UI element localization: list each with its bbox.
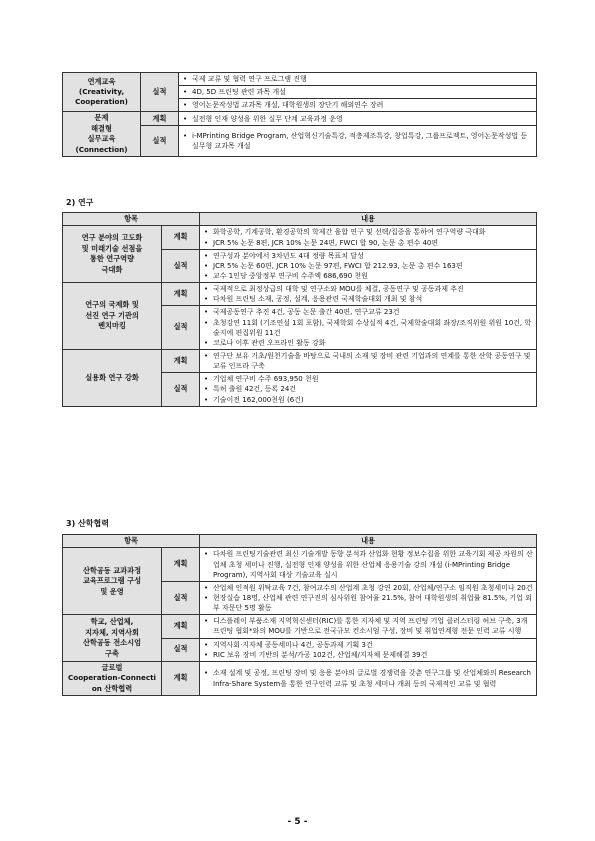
content-cell bbox=[200, 661, 537, 695]
category-cell: 연구 분야의 고도화 및 미래기술 선점을 통한 연구역량 극대화 bbox=[63, 226, 162, 283]
header-item: 항목 bbox=[63, 213, 200, 226]
content-cell bbox=[200, 581, 537, 614]
research-table bbox=[62, 212, 537, 407]
list-item: • 국제 교류 및 협력 연구 프로그램 진행 bbox=[182, 74, 533, 84]
content-cell bbox=[200, 226, 537, 249]
list-item: • i-MPrinting Bridge Program, 산업혁신기술특강, 적층제조특강, 창업특강, 그룹프로젝트, 영어논문작성법 등 실무형 교과목 개설 bbox=[182, 131, 533, 151]
table-header-row bbox=[63, 535, 537, 548]
plan-label: 계획 bbox=[162, 615, 200, 638]
content-cell bbox=[179, 86, 537, 99]
table-row bbox=[63, 226, 537, 249]
header-content: 내용 bbox=[200, 535, 537, 548]
list-item: • 국제적으로 최정상급의 대학 및 연구소와 MOU를 체결, 공동연구 및 공동과제 추진 bbox=[203, 284, 533, 294]
content-cell bbox=[200, 615, 537, 638]
header-content: 내용 bbox=[200, 213, 537, 226]
list-item: • 코로나 이후 관련 오프라인 활동 강화 bbox=[203, 338, 533, 348]
list-item: • 다차원 프린팅기술관련 최신 기술개발 동향 분석과 산업화 현황 정보수집을 위한 교육기회 제공 차원의 산업체 초청 세미나 진행, 실전형 인재 양성을 위한 산업체 응용기술 강의 개설 (i-MPrinting Bridge Program), 지역사회 대상 기술교육 실시 bbox=[203, 549, 533, 579]
list-item: • 기업체 연구비 수주 693,950 천원 bbox=[203, 374, 533, 384]
list-item: • 산업체 인적원 위탁교육 7건, 참여교수의 산업계 초청 강연 20회, 산업체/연구소 임직원 초청세미나 20건 bbox=[203, 583, 533, 593]
table-row bbox=[63, 73, 537, 86]
result-label: 실적 bbox=[162, 638, 200, 661]
list-item: • JCR 5% 논문 60편, JCR 10% 논문 97편, FWCI 합 212.93, 논문 총 편수 163편 bbox=[203, 261, 533, 271]
table-row bbox=[63, 661, 537, 695]
list-item: • 현장실습 18명, 산업체 관련 연구진의 심사위원 참여율 21.5%, 참여 대학원생의 취업률 81.5%, 기업 외부 자문단 5명 활동 bbox=[203, 593, 533, 613]
content-cell bbox=[200, 548, 537, 581]
header-item: 항목 bbox=[63, 535, 200, 548]
content-cell bbox=[200, 638, 537, 661]
content-cell bbox=[179, 112, 537, 126]
result-label: 실적 bbox=[162, 249, 200, 282]
table-row bbox=[63, 283, 537, 306]
table-row bbox=[63, 548, 537, 581]
result-label: 실적 bbox=[141, 126, 179, 157]
content-cell bbox=[179, 73, 537, 86]
result-label: 실적 bbox=[162, 306, 200, 350]
category-cell: 학교, 산업체, 지자체, 지역사회 산학공동 전소시엄 구축 bbox=[63, 615, 162, 662]
category-cell: 글로벌 Cooperation-Connecti on 산학협력 bbox=[63, 661, 162, 695]
list-item: • 지역사회·지자체 공동세미나 4건, 공동과제 기획 3건 bbox=[203, 640, 533, 650]
category-cell: 연계교육 (Creativity, Cooperation) bbox=[63, 73, 141, 112]
category-cell: 실용화 연구 강화 bbox=[63, 349, 162, 406]
list-item: • 특허 출원 42건, 등록 24건 bbox=[203, 384, 533, 394]
list-item: • 국제공동연구 추진 4건, 공동 논문 출간 40편, 연구교류 23건 bbox=[203, 307, 533, 317]
list-item: • 화학공학, 기계공학, 환경공학의 학제간 융합 연구 및 선택/집중을 통하여 연구역량 극대화 bbox=[203, 227, 533, 237]
plan-label: 계획 bbox=[162, 226, 200, 249]
content-cell bbox=[179, 126, 537, 157]
plan-label: 계획 bbox=[162, 349, 200, 372]
plan-label: 계획 bbox=[141, 112, 179, 126]
list-item: • 교수 1인당 중앙정부 연구비 수주액 686,690 천원 bbox=[203, 271, 533, 281]
result-label: 실적 bbox=[162, 373, 200, 406]
page-number: - 5 - bbox=[287, 817, 308, 827]
category-cell: 산학공동 교과과정 교육프로그램 구성 및 운영 bbox=[63, 548, 162, 615]
plan-label: 계획 bbox=[162, 283, 200, 306]
list-item: • 연구단 보유 기초/원천기술을 바탕으로 국내의 소재 및 장비 관련 기업과의 연계를 통한 산학 공동연구 및 교류 인프라 구축 bbox=[203, 351, 533, 371]
list-item: • 실전형 인재 양성을 위한 실무 단계 교육과정 운영 bbox=[182, 114, 533, 124]
plan-label: 계획 bbox=[162, 661, 200, 695]
list-item: • 연구성과 분야에서 3차년도 4대 정량 목표치 달성 bbox=[203, 251, 533, 261]
list-item: • 4D, 5D 프린팅 관련 과목 개설 bbox=[182, 87, 533, 97]
table-row bbox=[63, 112, 537, 126]
list-item: • 초청강연 11회 (기조연설 1회 포함), 국제학회 수상실적 4건, 국제학술대회 좌장/조직위원 위원 10건, 학술지에 편집위원 11건 bbox=[203, 318, 533, 338]
list-item: • 디스플레이 부품소재 지역혁신센터(RIC)를 통한 지자체 및 지역 프린팅 기업 클러스터링 허브 구축, 3개 프린팅 협회*와의 MOU를 기반으로 전국규모 컨소시엄 구성, 장비 및 취업연계형 전문 인력 교류 시행 bbox=[203, 616, 533, 636]
section-title-research: 2) 연구 bbox=[66, 198, 94, 207]
list-item: • 영어논문작성법 교과목 개설, 대학원생의 장단기 해외연수 장려 bbox=[182, 100, 533, 110]
list-item: • 소재 설계 및 공정, 프린팅 장비 및 응용 분야의 글로벌 경쟁력을 갖춘 연구그룹 및 산업체와의 Research Infra-Share System을 통한 연구인력 교류 및 초청 세미나 개최 등의 국제적인 교류 및 협력 bbox=[203, 668, 533, 688]
content-cell bbox=[200, 349, 537, 372]
content-cell bbox=[179, 99, 537, 112]
content-cell bbox=[200, 249, 537, 282]
content-cell bbox=[200, 283, 537, 306]
table-header-row bbox=[63, 213, 537, 226]
group-label: 실적 bbox=[141, 73, 179, 112]
list-item: • JCR 5% 논문 8편, JCR 10% 논문 24편, FWCI 합 90, 논문 총 편수 40편 bbox=[203, 238, 533, 248]
table-row bbox=[63, 615, 537, 638]
category-cell: 문제 해결형 실무교육 (Connection) bbox=[63, 112, 141, 157]
table-row bbox=[63, 349, 537, 372]
list-item: • 다차원 프린팅 소재, 공정, 설계, 응용관련 국제학술대회 개최 및 참석 bbox=[203, 294, 533, 304]
content-cell bbox=[200, 373, 537, 406]
plan-label: 계획 bbox=[162, 548, 200, 581]
content-cell bbox=[200, 306, 537, 350]
industry-cooperation-table bbox=[62, 534, 537, 696]
result-label: 실적 bbox=[162, 581, 200, 614]
section-title-industry: 3) 산학협력 bbox=[66, 519, 109, 528]
education-table-continued bbox=[62, 72, 537, 157]
list-item: • 기술이전 162,000천원 (6건) bbox=[203, 395, 533, 405]
category-cell: 연구의 국제화 및 선진 연구 기관의 벤치마킹 bbox=[63, 283, 162, 350]
list-item: • RIC 보유 장비 기반의 분석/가공 102건, 산업체/지자체 문제해결 39건 bbox=[203, 650, 533, 660]
